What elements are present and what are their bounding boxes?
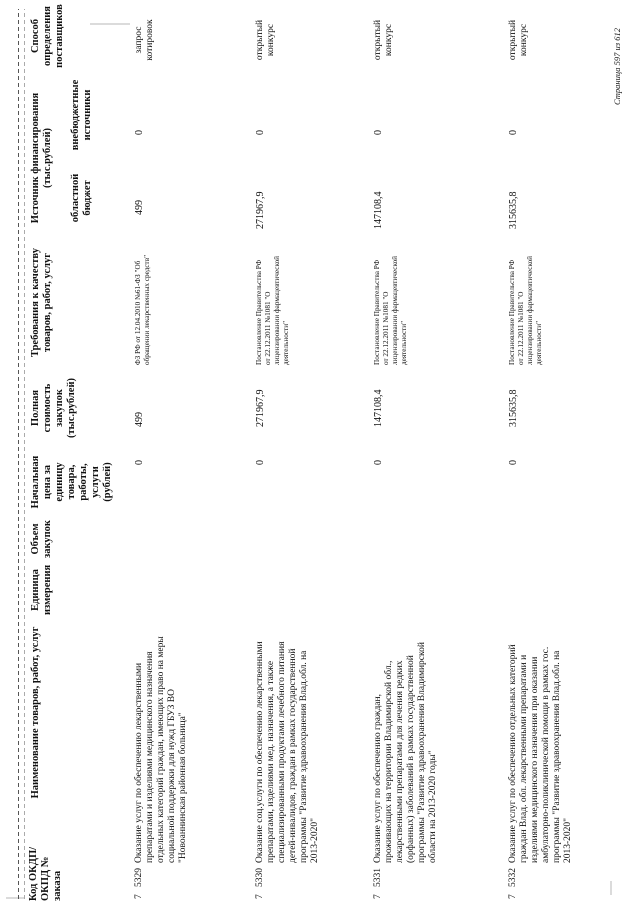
row-requirements: Постановление Правительства РФ от 22.12.2011 №1081 "О лицензировании фармацевтической деятельности": [255, 255, 290, 365]
header-dashed-line: [18, 9, 19, 899]
row-extra: 0: [134, 130, 145, 135]
row-price: 0: [255, 460, 266, 465]
row-regional: 147108,4: [373, 191, 384, 229]
row-regional: 271967,9: [255, 191, 266, 229]
row-name: Оказание услуг по обеспечению отдельных категорий граждан Влад. обл. лекарственными препаратами и изделиями медицинского назначения при оказании амбулаторно-поликлинической помощи в рамках гос. программы "Развитие здравоохранения Влад.обл. на 2013-2020": [508, 644, 573, 863]
row-name: Оказание соц.услуги по обеспечению лекарственными препаратами, изделиями мед. назначения, а также специализированными продуктами лечебного питания детей-инвалидов, граждан в рамках государственной программы "Развитие здравоохранения Влад.обл. на 2013-2020": [255, 641, 320, 863]
row-name: Оказание услуг по обеспечению граждан, проживающих на территории Владимирской обл., лекарственными препаратами для лечения редких (орфанных) заболеваний в рамках государственной программы "Развитие здравоохранения Владимирской области на 2013-2020 годы": [373, 642, 438, 863]
row-code: 7: [508, 894, 518, 899]
header-volume: Объем закупок: [30, 520, 53, 558]
row-extra: 0: [373, 130, 384, 135]
row-cost: 147108,4: [373, 389, 384, 427]
row-method: открытый конкурс: [373, 19, 394, 61]
row-price: 0: [373, 460, 384, 465]
row-price: 0: [508, 460, 519, 465]
row-cost: 499: [134, 412, 145, 427]
row-regional: 315635,8: [508, 191, 519, 229]
row-code: 7: [255, 894, 265, 899]
row-cost: 271967,9: [255, 389, 266, 427]
header-funding: Источник финансирования (тыс.рублей): [30, 92, 53, 224]
row-regional: 499: [134, 200, 145, 215]
header-cost: Полная стоимость закупок (тыс.рублей): [30, 377, 77, 439]
row-name: Оказание услуг по обеспечению лекарственными препаратами и изделиями медицинского назначения отдельных категорий граждан, имеющих право на меры социальной поддержки для нужд ГБУЗ ВО "Новоаннинская районная больница": [134, 636, 188, 863]
header-funding-extra: внебюджетные источники: [70, 79, 93, 151]
header-name: Наименование товаров, работ, услуг: [30, 626, 41, 799]
row-price: 0: [134, 460, 145, 465]
row-method: открытый конкурс: [255, 19, 276, 61]
row-requirements: ФЗ РФ от 12.04.2010 №61-ФЗ "Об обращении лекарственных средств": [134, 254, 151, 365]
row-method: запрос котировок: [134, 19, 155, 61]
row-requirements: Постановление Правительства РФ от 22.12.2011 №1081 "О лицензировании фармацевтической деятельности": [508, 255, 543, 365]
row-order: 5330: [255, 868, 265, 887]
row-extra: 0: [255, 130, 266, 135]
header-funding-regional: областной бюджет: [70, 173, 93, 223]
header-requirements: Требования к качеству товаров, работ, услуг: [30, 248, 53, 358]
header-price: Начальная цена за единицу товара, работы, услуги (рублей): [30, 455, 113, 509]
scan-artifact: [610, 881, 612, 895]
row-method: открытый конкурс: [508, 19, 529, 61]
header-code: Код ОКДП/ ОКПД № заказа: [28, 846, 63, 901]
header-dashed-line: [24, 9, 25, 899]
row-order: 5331: [373, 868, 383, 887]
scan-artifact: [6, 897, 24, 899]
row-extra: 0: [508, 130, 519, 135]
page-number: Страница 597 из 612: [612, 28, 622, 105]
row-order: 5332: [508, 868, 518, 887]
header-method: Способ определения поставщиков: [30, 4, 65, 68]
header-unit: Единица измерения: [30, 564, 53, 615]
scan-artifact: [90, 23, 130, 25]
row-cost: 315635,8: [508, 389, 519, 427]
row-order: 5329: [134, 868, 144, 887]
row-code: 7: [373, 894, 383, 899]
row-code: 7: [134, 894, 144, 899]
row-requirements: Постановление Правительства РФ от 22.12.2011 №1081 "О лицензировании фармацевтической деятельности": [373, 255, 408, 365]
